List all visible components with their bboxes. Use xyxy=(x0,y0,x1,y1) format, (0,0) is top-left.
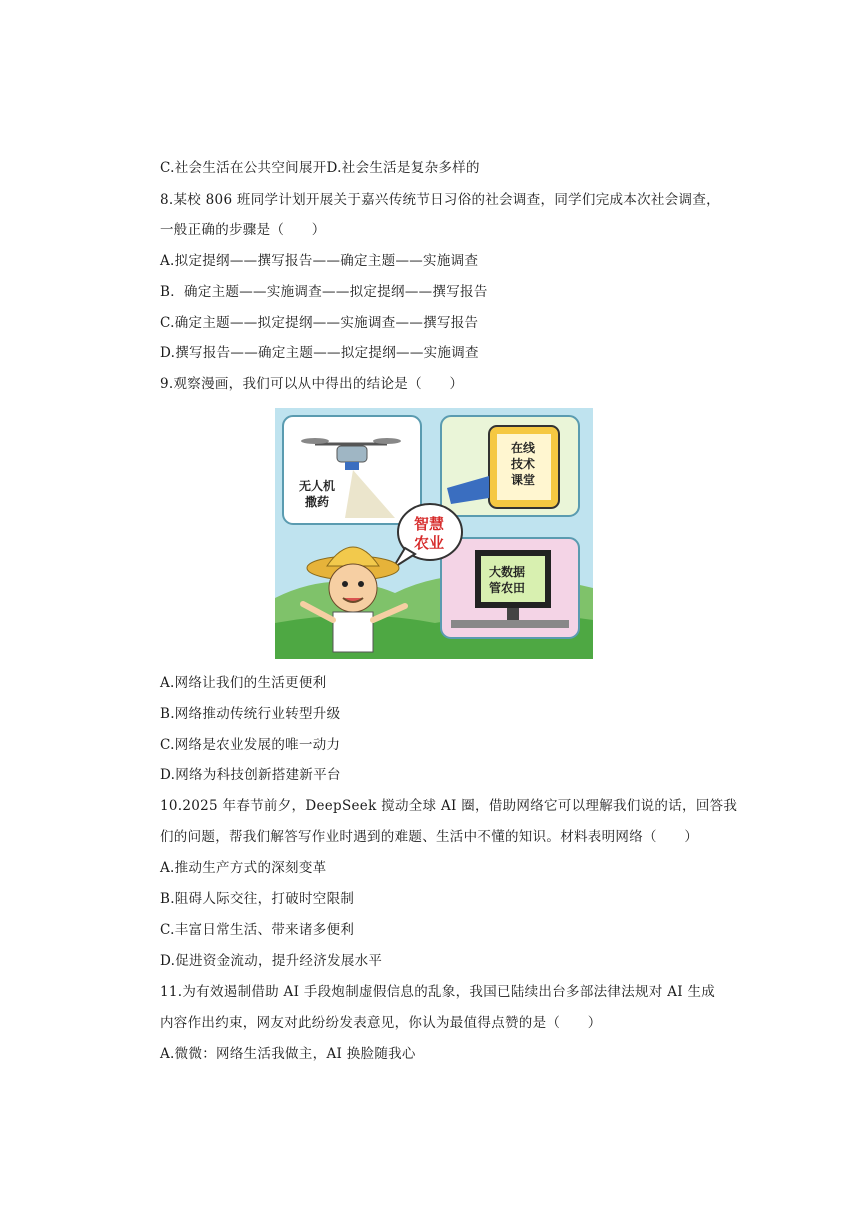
option-a: A.微微：网络生活我做主，AI 换脸随我心 xyxy=(160,1046,416,1062)
question-11-stem: 11.为有效遏制借助 AI 手段炮制虚假信息的乱象，我国已陆续出台多部法律法规对 AI 生成 xyxy=(160,984,716,1000)
option-a: A.拟定提纲——撰写报告——确定主题——实施调查 xyxy=(160,253,479,269)
option-a: A.网络让我们的生活更便利 xyxy=(160,675,327,691)
option-b: B．确定主题——实施调查——拟定提纲——撰写报告 xyxy=(160,284,488,300)
big-data-panel xyxy=(441,538,579,638)
bubble-line1: 智慧 xyxy=(414,515,445,533)
option-d: D.促进资金流动，提升经济发展水平 xyxy=(160,953,383,969)
option-c: C.确定主题——拟定提纲——实施调查——撰写报告 xyxy=(160,315,479,331)
question-8-stem-cont: 一般正确的步骤是（ ） xyxy=(160,222,326,238)
panel1-line2: 撒药 xyxy=(305,495,330,509)
drone-panel xyxy=(283,416,421,524)
panel2-line1: 在线 xyxy=(511,441,536,455)
panel2-line3: 课堂 xyxy=(511,473,536,487)
panel3-line1: 大数据 xyxy=(489,565,526,579)
option-line: C.社会生活在公共空间展开D.社会生活是复杂多样的 xyxy=(160,160,480,176)
option-a: A.推动生产方式的深刻变革 xyxy=(160,860,327,876)
question-10-stem: 10.2025 年春节前夕，DeepSeek 搅动全球 AI 圈，借助网络它可以理解我们说的话，回答我 xyxy=(160,798,738,814)
panel1-line1: 无人机 xyxy=(299,479,336,493)
smart-agriculture-cartoon xyxy=(275,408,593,659)
panel3-line2: 管农田 xyxy=(489,581,526,595)
option-c: C.网络是农业发展的唯一动力 xyxy=(160,737,341,753)
question-10-stem-cont: 们的问题，帮我们解答写作业时遇到的难题、生活中不懂的知识。材料表明网络（ ） xyxy=(160,829,699,845)
panel2-line2: 技术 xyxy=(511,457,536,471)
option-c: C.丰富日常生活、带来诸多便利 xyxy=(160,922,355,938)
option-b: B.网络推动传统行业转型升级 xyxy=(160,706,341,722)
option-b: B.阻碍人际交往，打破时空限制 xyxy=(160,891,355,907)
question-8-stem: 8.某校 806 班同学计划开展关于嘉兴传统节日习俗的社会调查，同学们完成本次社会调查， xyxy=(160,192,720,208)
online-class-panel xyxy=(441,416,579,516)
question-11-stem-cont: 内容作出约束，网友对此纷纷发表意见，你认为最值得点赞的是（ ） xyxy=(160,1015,602,1031)
option-d: D.撰写报告——确定主题——拟定提纲——实施调查 xyxy=(160,345,479,361)
bubble-line2: 农业 xyxy=(414,534,445,552)
question-9-stem: 9.观察漫画，我们可以从中得出的结论是（ ） xyxy=(160,376,464,392)
option-d: D.网络为科技创新搭建新平台 xyxy=(160,767,341,783)
